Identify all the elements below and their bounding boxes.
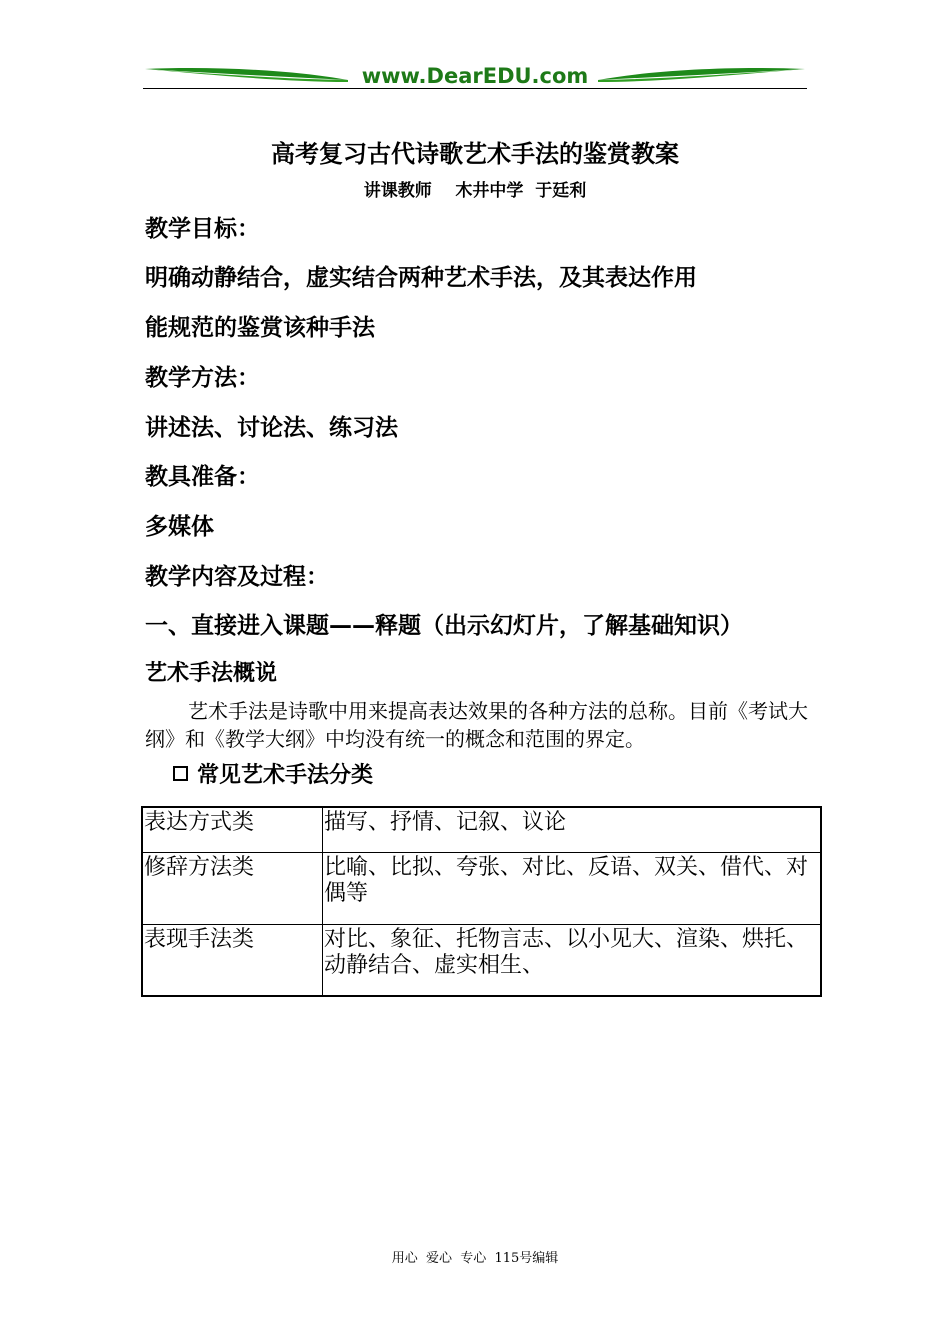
table-row: [142, 807, 821, 853]
teacher-byline: 讲课教师 木井中学 于廷利: [363, 181, 587, 201]
table-row: [142, 853, 821, 925]
goal-item-2: 能规范的鉴赏该种手法: [145, 315, 375, 341]
table-row: [142, 925, 821, 997]
step-1: 一、直接进入课题——释题（出示幻灯片，了解基础知识）: [145, 613, 743, 639]
table-cell-items: 比喻、比拟、夸张、对比、反语、双关、借代、对偶等: [323, 853, 822, 925]
process-heading: 教学内容及过程：: [145, 564, 329, 590]
checkbox-icon: [173, 766, 188, 781]
header-divider: [143, 88, 807, 89]
page-footer: 用心 爱心 专心 115号编辑: [391, 1251, 559, 1266]
method-body: 讲述法、讨论法、练习法: [145, 415, 398, 441]
technique-table: [141, 806, 822, 997]
goal-item-1: 明确动静结合，虚实结合两种艺术手法，及其表达作用: [145, 265, 697, 291]
table-cell-category: 修辞方法类: [142, 853, 323, 925]
overview-heading: 艺术手法概说: [145, 661, 278, 686]
overview-text: 艺术手法是诗歌中用来提高表达效果的各种方法的总称。目前《考试大纲》和《教学大纲》中均没有统一的概念和范围的界定。: [145, 699, 808, 751]
classification-heading: [173, 758, 373, 789]
tools-body: 多媒体: [145, 514, 214, 540]
table-cell-category: 表现手法类: [142, 925, 323, 997]
table-cell-items: 对比、象征、托物言志、以小见大、渲染、烘托、动静结合、虚实相生、: [323, 925, 822, 997]
table-cell-category: 表达方式类: [142, 807, 323, 853]
document-title: 高考复习古代诗歌艺术手法的鉴赏教案: [271, 140, 679, 168]
classification-heading-text: 常见艺术手法分类: [197, 763, 374, 788]
goal-heading: 教学目标：: [145, 216, 260, 242]
brand-logo-text: www.DearEDU.com: [361, 64, 589, 88]
overview-paragraph: [145, 697, 815, 753]
method-heading: 教学方法：: [145, 365, 260, 391]
tools-heading: 教具准备：: [145, 464, 260, 490]
table-cell-items: 描写、抒情、记叙、议论: [323, 807, 822, 853]
